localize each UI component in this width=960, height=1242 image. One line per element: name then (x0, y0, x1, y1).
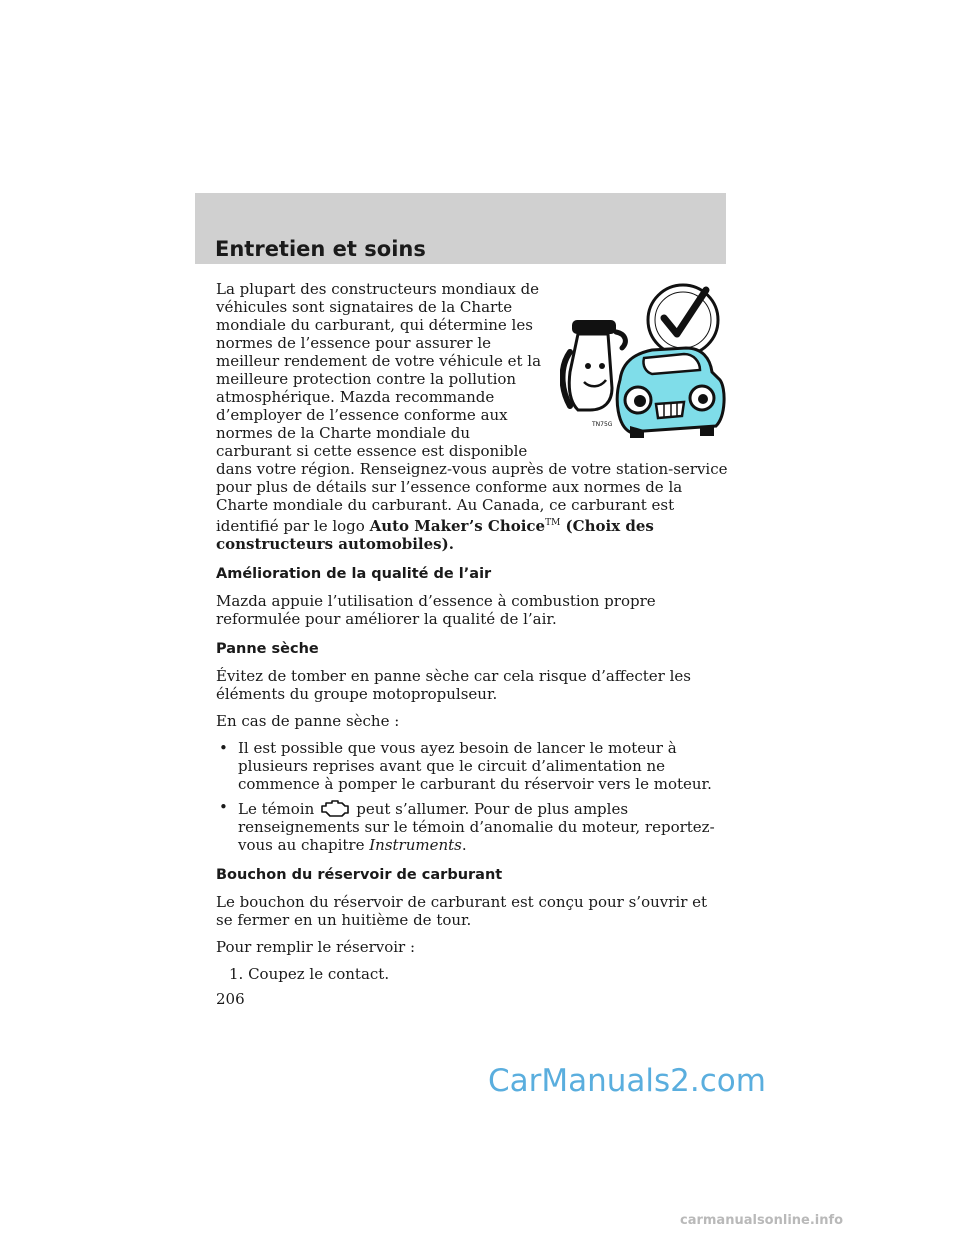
air-quality-paragraph: Mazda appuie l’utilisation d’essence à combustion propre reformulée pour améliorer la qualité de l’air. (216, 592, 656, 628)
auto-makers-choice-badge-icon (648, 285, 718, 355)
section-header-band (195, 193, 726, 264)
list-item: • Il est possible que vous ayez besoin de lancer le moteur à plusieurs reprises avant que le circuit d’alimentation ne commence à pomper le carburant du réservoir vers le moteur. (216, 739, 728, 793)
fuel-cap-paragraph: Le bouchon du réservoir de carburant est conçu pour s’ouvrir et se fermer en un huitième de tour. (216, 893, 708, 929)
footer-watermark: carmanualsonline.info (680, 1213, 844, 1228)
intro-block (216, 280, 728, 553)
step-item: 1. Coupez le contact. (229, 965, 390, 983)
section-title: Entretien et soins (215, 237, 426, 261)
fuel-cap-intro: Pour remplir le réservoir : (216, 938, 416, 956)
intro-paragraph: La plupart des constructeurs mondiaux de véhicules sont signataires de la Charte mondiale du carburant, qui détermine les normes de l’essence pour assurer le meilleur rendement de votre véhicule et la meilleure protection contre la pollution atmosphérique. Mazda recommande d’employer de l’essence conforme aux normes de la Charte mondiale du carburant si cette essence est disponible dans votre région. Renseignez-vous auprès de votre station-service pour plus de détails sur l’essence conforme aux normes de la Charte mondiale du carburant. Au Canada, ce carburant est identifié par le logo Auto Maker’s Choice™ (Choix des constructeurs automobiles). (216, 280, 728, 553)
list-item: • Le témoin peut s’allumer. Pour de plus amples renseignements sur le témoin d’anomalie du moteur, reportez-vous au chapitre Instruments. (216, 798, 728, 854)
smiling-car-icon (617, 348, 724, 438)
section-heading-air-quality: Amélioration de la qualité de l’air (216, 566, 492, 582)
fuel-charter-illustration (560, 276, 728, 448)
out-of-fuel-list (216, 739, 728, 854)
watermark-logo: CarManuals2.com (488, 1063, 766, 1099)
section-heading-out-of-fuel: Panne sèche (216, 641, 319, 657)
section-heading-fuel-cap: Bouchon du réservoir de carburant (216, 867, 503, 883)
illustration-code: TN75G (592, 421, 613, 428)
auto-makers-choice-suffix: (Choix des constructeurs automobiles). (216, 517, 654, 553)
trademark-mark: TM (545, 518, 561, 528)
page-content (216, 280, 728, 992)
out-of-fuel-intro: En cas de panne sèche : (216, 712, 400, 730)
auto-makers-choice-label: Auto Maker’s Choice (369, 517, 546, 535)
out-of-fuel-paragraph: Évitez de tomber en panne sèche car cela risque d’affecter les éléments du groupe motopropulseur. (216, 667, 691, 703)
check-engine-icon (318, 798, 352, 818)
page-number: 206 (216, 990, 245, 1008)
